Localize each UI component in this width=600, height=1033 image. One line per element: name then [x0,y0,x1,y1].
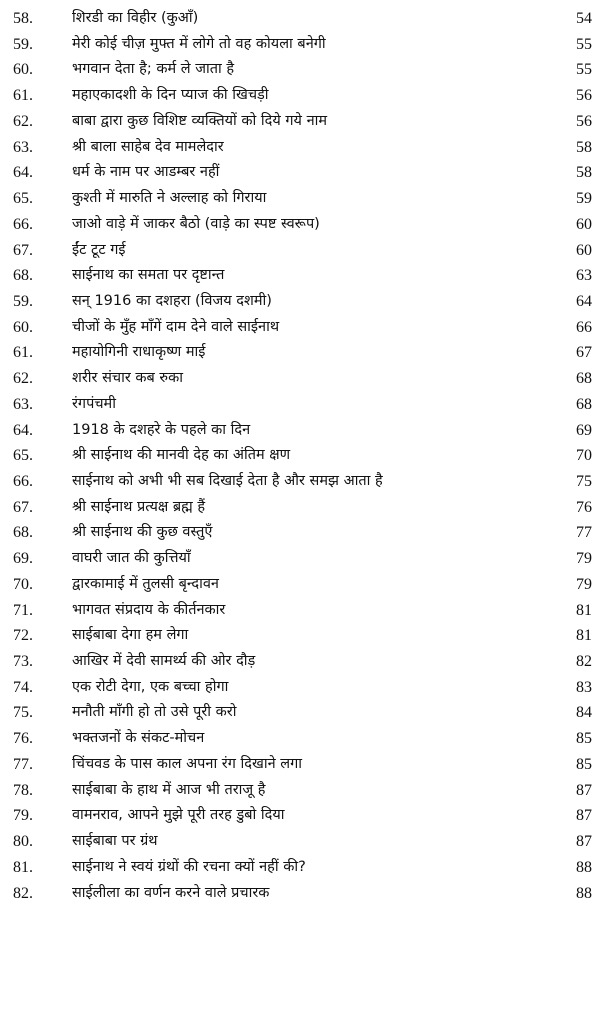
page-number: 84 [576,704,592,722]
chapter-number: 68. [13,524,33,542]
chapter-number: 66. [13,215,33,233]
chapter-number: 67. [13,241,33,259]
page-number: 79 [576,550,592,568]
chapter-title: मनौती माँगी हो तो उसे पूरी करो [72,704,237,721]
chapter-number: 60. [13,61,33,79]
toc-entry [0,803,600,829]
page-number: 75 [576,473,592,490]
chapter-number: 62. [13,370,33,388]
page-number: 85 [576,755,592,773]
toc-entry [0,443,600,469]
toc-entry [0,315,600,341]
chapter-title: साईनाथ ने स्वयं ग्रंथों की रचना क्यों नहीं की? [72,858,306,875]
chapter-title: धर्म के नाम पर आडम्बर नहीं [72,164,220,181]
chapter-number: 82. [13,884,33,902]
chapter-title: भगवान देता है; कर्म ले जाता है [72,61,235,78]
chapter-number: 80. [13,833,33,850]
chapter-number: 64. [13,164,33,182]
page-number: 87 [576,781,592,799]
chapter-number: 71. [13,601,33,619]
toc-entry [0,829,600,855]
toc-entry [0,752,600,778]
toc-entry [0,572,600,598]
page-number: 56 [576,112,592,130]
chapter-title: साईबाबा देगा हम लेगा [72,627,189,644]
page-number: 55 [576,61,592,79]
page-number: 66 [576,318,592,336]
chapter-number: 63. [13,138,33,156]
chapter-number: 70. [13,575,33,593]
toc-entry [0,109,600,135]
chapter-title: भागवत संप्रदाय के कीर्तनकार [72,601,226,618]
page-number: 70 [576,447,592,465]
toc-entry [0,469,600,495]
chapter-title: 1918 के दशहरे के पहले का दिन [72,421,251,438]
chapter-number: 74. [13,678,33,696]
page-number: 63 [576,267,592,285]
chapter-number: 64. [13,421,33,439]
chapter-title: ईंट टूट गई [72,241,126,258]
chapter-number: 65. [13,447,33,465]
toc-entry [0,238,600,264]
page-number: 82 [576,653,592,670]
chapter-title: बाबा द्वारा कुछ विशिष्ट व्यक्तियों को दिये गये नाम [72,112,328,129]
chapter-title: चिंचवड के पास काल अपना रंग दिखाने लगा [72,755,302,772]
chapter-title: श्री साईनाथ की मानवी देह का अंतिम क्षण [72,447,291,464]
chapter-number: 78. [13,781,33,799]
chapter-number: 79. [13,807,33,825]
chapter-title: आखिर में देवी सामर्थ्य की ओर दौड़ [72,653,256,669]
page-number: 68 [576,370,592,388]
chapter-number: 76. [13,730,33,748]
chapter-number: 60. [13,318,33,336]
page-number: 87 [576,833,592,850]
chapter-number: 61. [13,344,33,362]
chapter-title: श्री साईनाथ प्रत्यक्ष ब्रह्म हैं [72,498,206,515]
toc-entry [0,340,600,366]
toc-entry [0,83,600,109]
toc-entry [0,186,600,212]
page-number: 56 [576,87,592,105]
toc-entry [0,212,600,238]
page-number: 64 [576,292,592,310]
toc-entry [0,726,600,752]
chapter-number: 67. [13,498,33,516]
chapter-title: जाओ वाड़े में जाकर बैठो (वाड़े का स्पष्ट स्वरूप) [72,215,320,232]
chapter-title: द्वारकामाई में तुलसी बृन्दावन [72,575,219,592]
page-number: 87 [576,807,592,825]
page-number: 60 [576,215,592,233]
chapter-number: 59. [13,35,33,53]
chapter-number: 69. [13,550,33,568]
toc-entry [0,855,600,881]
chapter-title: मेरी कोई चीज़ मुफ्त में लोगे तो वह कोयला बनेगी [72,35,326,52]
chapter-title: चीजों के मुँह माँगें दाम देने वाले साईनाथ [72,318,280,335]
chapter-number: 63. [13,395,33,413]
chapter-number: 61. [13,87,33,105]
chapter-title: महायोगिनी राधाकृष्ण माई [72,344,206,361]
chapter-title: एक रोटी देगा, एक बच्चा होगा [72,678,229,695]
page-number: 81 [576,601,592,619]
page-number: 85 [576,730,592,748]
page-number: 77 [576,524,592,542]
chapter-title: महाएकादशी के दिन प्याज की खिचड़ी [72,87,269,104]
toc-entry [0,778,600,804]
chapter-number: 59. [13,292,33,310]
page-number: 60 [576,241,592,259]
toc-entry [0,6,600,32]
chapter-title: रंगपंचमी [72,395,116,412]
page-number: 54 [576,10,592,27]
toc-entry [0,881,600,907]
chapter-title: शिरडी का विहीर (कुआँ) [72,10,199,26]
chapter-number: 81. [13,858,33,876]
chapter-title: साईनाथ को अभी भी सब दिखाई देता है और समझ आता है [72,473,383,489]
page-number: 79 [576,575,592,593]
page-number: 88 [576,858,592,876]
page-number: 76 [576,498,592,516]
chapter-title: साईबाबा पर ग्रंथ [72,833,158,849]
chapter-number: 72. [13,627,33,645]
page-number: 68 [576,395,592,413]
chapter-title: वाघरी जात की कुत्तियाँ [72,550,191,567]
page-number: 55 [576,35,592,53]
toc-entry [0,392,600,418]
chapter-title: शरीर संचार कब रुका [72,370,183,387]
toc-entry [0,32,600,58]
toc-entry [0,623,600,649]
chapter-number: 65. [13,190,33,207]
chapter-number: 58. [13,10,33,27]
toc-entry [0,649,600,675]
page-number: 88 [576,884,592,902]
page-number: 59 [576,190,592,207]
chapter-title: भक्तजनों के संकट-मोचन [72,730,205,747]
toc-entry [0,263,600,289]
chapter-title: साईनाथ का समता पर दृष्टान्त [72,267,225,284]
toc-entry [0,700,600,726]
page-number: 58 [576,164,592,182]
toc-entry [0,57,600,83]
chapter-title: श्री साईनाथ की कुछ वस्तुएँ [72,524,213,541]
toc-entry [0,366,600,392]
page-number: 67 [576,344,592,362]
toc-entry [0,495,600,521]
page-number: 83 [576,678,592,696]
toc-entry [0,675,600,701]
toc-entry [0,289,600,315]
chapter-title: साईबाबा के हाथ में आज भी तराजू है [72,781,266,798]
toc-entry [0,160,600,186]
toc-entry [0,135,600,161]
chapter-title: साईलीला का वर्णन करने वाले प्रचारक [72,884,270,901]
page-number: 58 [576,138,592,156]
toc-entry [0,520,600,546]
chapter-number: 75. [13,704,33,722]
chapter-title: सन् 1916 का दशहरा (विजय दशमी) [72,292,272,309]
chapter-title: श्री बाला साहेब देव मामलेदार [72,138,224,155]
page-number: 69 [576,421,592,439]
chapter-number: 73. [13,653,33,670]
chapter-title: वामनराव, आपने मुझे पूरी तरह डुबो दिया [72,807,285,824]
chapter-number: 66. [13,473,33,490]
page-number: 81 [576,627,592,645]
chapter-number: 62. [13,112,33,130]
chapter-number: 77. [13,755,33,773]
toc-entry [0,598,600,624]
chapter-title: कुश्ती में मारुति ने अल्लाह को गिराया [72,190,267,206]
toc-entry [0,418,600,444]
chapter-number: 68. [13,267,33,285]
toc-entry [0,546,600,572]
